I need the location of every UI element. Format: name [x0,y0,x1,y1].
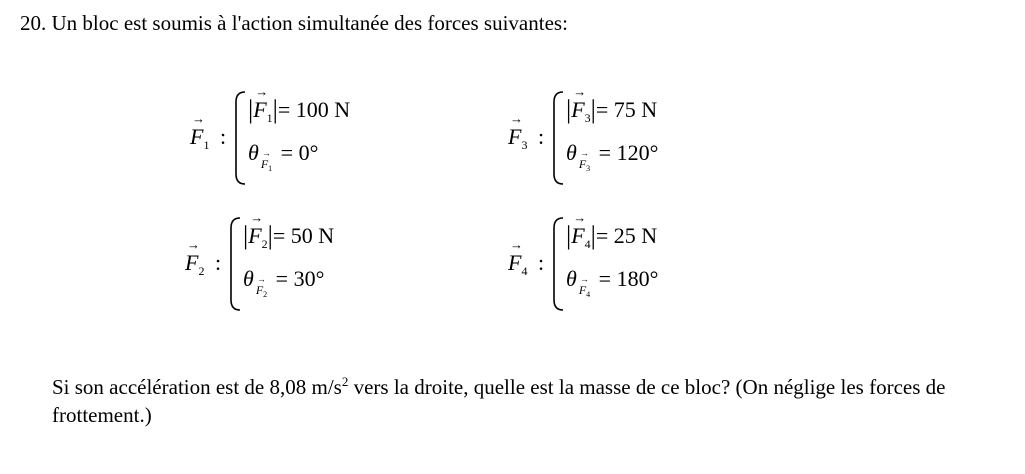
force-1-angle [248,140,321,173]
force-1-colon: : [220,124,227,149]
theta-symbol: θ [566,266,577,291]
question-prompt [52,368,982,429]
force-4-mag-index: 4 [584,237,591,251]
force-1-angle-index: 1 [268,164,273,173]
force-1-label [190,124,209,150]
question-title [20,11,568,36]
left-bracket-icon [550,216,564,312]
force-3-mag-symbol: → F [571,97,584,123]
force-1-angle-value: = 0° [280,140,319,165]
force-4-symbol: → F [508,250,521,276]
force-2-label [185,250,204,276]
force-3-angle [566,140,661,173]
force-3-magnitude: |→ $F_3|= 75$ N [566,94,657,124]
force-2-mag-symbol: → F [248,223,261,249]
theta-symbol: θ [248,140,259,165]
prompt-part-1: Si son accélération est de 8,08 m/s [52,375,342,399]
force-1-angle-symbol: → F [261,157,268,172]
force-1-block [190,88,420,188]
force-4-mag-symbol: → F [571,223,584,249]
force-3-angle-value: = 120° [598,140,659,165]
force-2-angle-value: = 30° [275,266,325,291]
force-2-colon: : [215,250,222,275]
force-1-magnitude: |→ $F_1|= 100$ N [248,94,350,124]
prompt-part-2: vers la droite, quelle est la masse de ce bloc? (On néglige les forces de frottement.) [52,375,946,427]
force-4-angle [566,266,661,299]
force-3-angle-symbol: → F [579,157,586,172]
force-3-block [508,88,738,188]
force-4-angle-index: 4 [586,290,591,299]
force-3-mag-index: 3 [584,111,591,125]
question-text: Un bloc est soumis à l'action simultanée des forces suivantes: [51,11,568,35]
force-1-mag-index: 1 [266,111,273,125]
force-1-mag-value: = 100 N [277,97,351,122]
force-3-angle-index: 3 [586,164,591,173]
force-3-label [508,124,527,150]
force-1-symbol: → F [190,124,203,150]
force-4-angle-value: = 180° [598,266,659,291]
force-2-index: 2 [198,264,205,278]
theta-symbol: θ [243,266,254,291]
force-4-block [508,214,738,314]
force-4-mag-value: = 25 N [595,223,658,248]
prompt-exponent: 2 [341,374,349,389]
force-3-colon: : [538,124,545,149]
force-2-mag-value: = 50 N [272,223,335,248]
force-3-mag-value: = 75 N [595,97,658,122]
left-bracket-icon [227,216,241,312]
force-1-index: 1 [203,138,210,152]
force-4-magnitude: |→ $F_4|= 25$ N [566,220,657,250]
force-2-angle [243,266,327,299]
force-4-label [508,250,527,276]
force-4-angle-symbol: → F [579,283,586,298]
force-2-angle-index: 2 [263,290,268,299]
force-3-index: 3 [521,138,528,152]
force-2-block [185,214,415,314]
force-3-symbol: → F [508,124,521,150]
force-2-mag-index: 2 [261,237,268,251]
force-2-symbol: → F [185,250,198,276]
force-1-mag-symbol: → F [253,97,266,123]
force-4-index: 4 [521,264,528,278]
left-bracket-icon [550,90,564,186]
force-2-magnitude: |→ $F_2|= 50$ N [243,220,334,250]
theta-symbol: θ [566,140,577,165]
force-4-colon: : [538,250,545,275]
question-number: 20. [20,11,47,35]
left-bracket-icon [232,90,246,186]
force-2-angle-symbol: → F [256,283,263,298]
